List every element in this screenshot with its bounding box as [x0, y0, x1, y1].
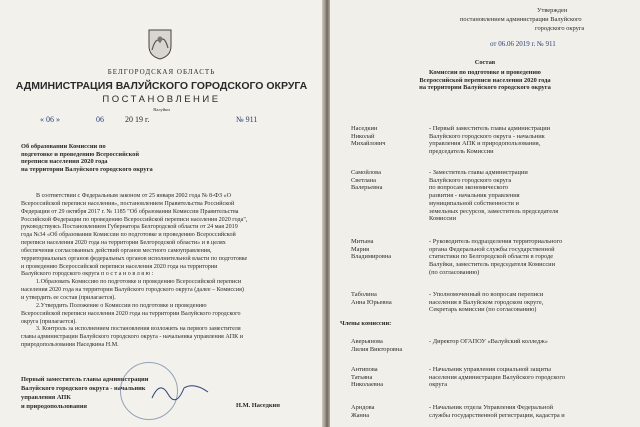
body-line: Валуйского городского округа п о с т а н о в л я ю : — [21, 271, 154, 278]
member-name: Митына Мария Владимировна — [351, 238, 392, 261]
handwritten-signature — [150, 378, 210, 404]
member-role: - Начальник управления социальной защиты населения администрации Валуйского городского округа — [429, 366, 566, 389]
signature-line: Первый заместитель главы администрации — [21, 376, 149, 383]
signatory-name: Н.М. Наседкин — [236, 402, 280, 409]
city-label: Валуйки — [153, 107, 170, 112]
signature-line: и природопользования — [21, 403, 87, 410]
member-role: - Первый заместитель главы администрации Валуйского городского округа - начальник управления АПК и природопользования, председатель Комиссии — [429, 125, 551, 156]
order-title-line: подготовке и проведению Всероссийской — [21, 150, 140, 158]
date-month: 06 — [96, 115, 104, 124]
member-role: - Начальник отдела Управления Федеральной службы государственной регистрации, кадастра и — [429, 404, 565, 419]
composition-subheading — [330, 69, 640, 92]
member-role: - Директор ОГАПОУ «Валуйский колледж» — [429, 338, 548, 345]
body-line: главы администрации Валуйского городского округа - начальника управления АПК и — [21, 334, 243, 341]
member-role: - Руководитель подразделения территориального органа Федеральной службы государственной статистики по Белгородской области в городе Валуйки, заместитель председателя Комиссии (по согласованию) — [429, 238, 563, 276]
members-label: Члены комиссии: — [340, 320, 392, 327]
approved-date: от 06.06 2019 г. № 911 — [490, 40, 556, 48]
order-title — [21, 143, 153, 174]
date-day: « 06 » — [40, 115, 60, 124]
member-name: Самойлова Светлана Валерьевна — [351, 169, 383, 192]
member-name: Арндова Жанна — [351, 404, 375, 419]
body-line: Всероссийской переписи населения 2020 года на территории Валуйского городского — [21, 310, 241, 317]
body-line: 1.Образовать Комиссию по подготовке и проведению Всероссийской переписи — [36, 279, 242, 286]
body-line: населения 2020 года на территории Валуйского городского округа (далее – Комиссия) — [21, 287, 244, 294]
date-year: 20 19 г. — [125, 115, 150, 124]
body-line: В соответствии с Федеральным законом от 25 января 2002 года № 8-ФЗ «О — [36, 193, 231, 199]
member-role: - Заместитель главы администрации Валуйского городского округа по вопросам экономического развития - начальник управления муниципальной собственности и земельных ресурсов, заместитель председателя Комиссии — [429, 169, 559, 223]
signature-line: Валуйского городского округа - начальник — [21, 385, 146, 392]
member-role: - Уполномоченный по вопросам переписи населения в Валуйском городском округе, Секретарь комиссии (по согласованию) — [429, 291, 544, 314]
member-name: Таболина Анна Юрьевна — [351, 291, 392, 306]
approved-by-district: городского округа — [535, 25, 585, 32]
approved-by: постановлением администрации Валуйского — [460, 16, 582, 23]
approved-label: Утвержден — [537, 7, 568, 14]
body-line: и утвердить ее состав (прилагается). — [21, 294, 116, 301]
order-title-line: переписи населения 2020 года — [21, 158, 108, 166]
body-line: территориальных органов федеральных органов исполнительной власти по подготовке — [21, 255, 248, 262]
body-line: и проведению Всероссийской переписи населения 2020 года на территории — [21, 263, 218, 270]
order-title-line: на территории Валуйского городского округа — [21, 166, 153, 174]
document-number: № 911 — [236, 115, 258, 124]
signature-line: управления АПК — [21, 394, 71, 401]
body-line: руководствуясь Постановлением Губернатора Белгородской области от 24 мая 2019 — [21, 224, 238, 231]
coat-of-arms-icon — [147, 28, 173, 60]
body-line: Федерации от 29 октября 2017 г. № 1185 "Об образовании Комиссии Правительства — [21, 208, 239, 215]
doc-type-title: ПОСТАНОВЛЕНИЕ — [102, 94, 221, 105]
member-name: Антипова Татьяна Николаевна — [351, 366, 384, 389]
body-line: обеспечения согласованных действий органов местного самоуправления, — [21, 247, 212, 254]
composition-heading: Состав — [474, 59, 496, 66]
right-page — [330, 0, 640, 427]
body-line: Российской Федерации по проведению Всероссийской переписи населения 2020 года", — [21, 216, 248, 223]
member-name: Наседкин Николай Михайлович — [351, 125, 386, 148]
region-label: БЕЛГОРОДСКАЯ ОБЛАСТЬ — [107, 68, 216, 76]
body-line: Всероссийской переписи населения», постановлением Правительства Российской — [21, 200, 235, 207]
body-line: 2.Утвердить Положение о Комиссии по подготовке и проведению — [36, 302, 207, 309]
order-title-line: Об образовании Комиссии по — [21, 143, 106, 150]
heading-line: на территории Валуйского городского округа — [419, 84, 551, 92]
body-line: 3. Контроль за исполнением постановления возложить на первого заместителя — [36, 326, 241, 333]
order-body — [21, 193, 247, 350]
heading-line: Всероссийской переписи населения 2020 года — [419, 76, 551, 84]
body-line: переписи населения 2020 года на территории Белгородской области» и в целях — [21, 240, 226, 247]
body-line: округа (прилагается). — [21, 318, 77, 325]
heading-line: Комиссии по подготовке и проведению — [429, 69, 541, 76]
body-line: года №34 «Об образовании Комиссии по подготовке и проведению Всероссийской — [21, 232, 236, 239]
administration-title: АДМИНИСТРАЦИЯ ВАЛУЙСКОГО ГОРОДСКОГО ОКРУГА — [15, 80, 308, 92]
member-name: Аверьянова Лилия Викторовна — [351, 338, 403, 353]
body-line: природопользования Наседкина Н.М. — [21, 342, 119, 349]
